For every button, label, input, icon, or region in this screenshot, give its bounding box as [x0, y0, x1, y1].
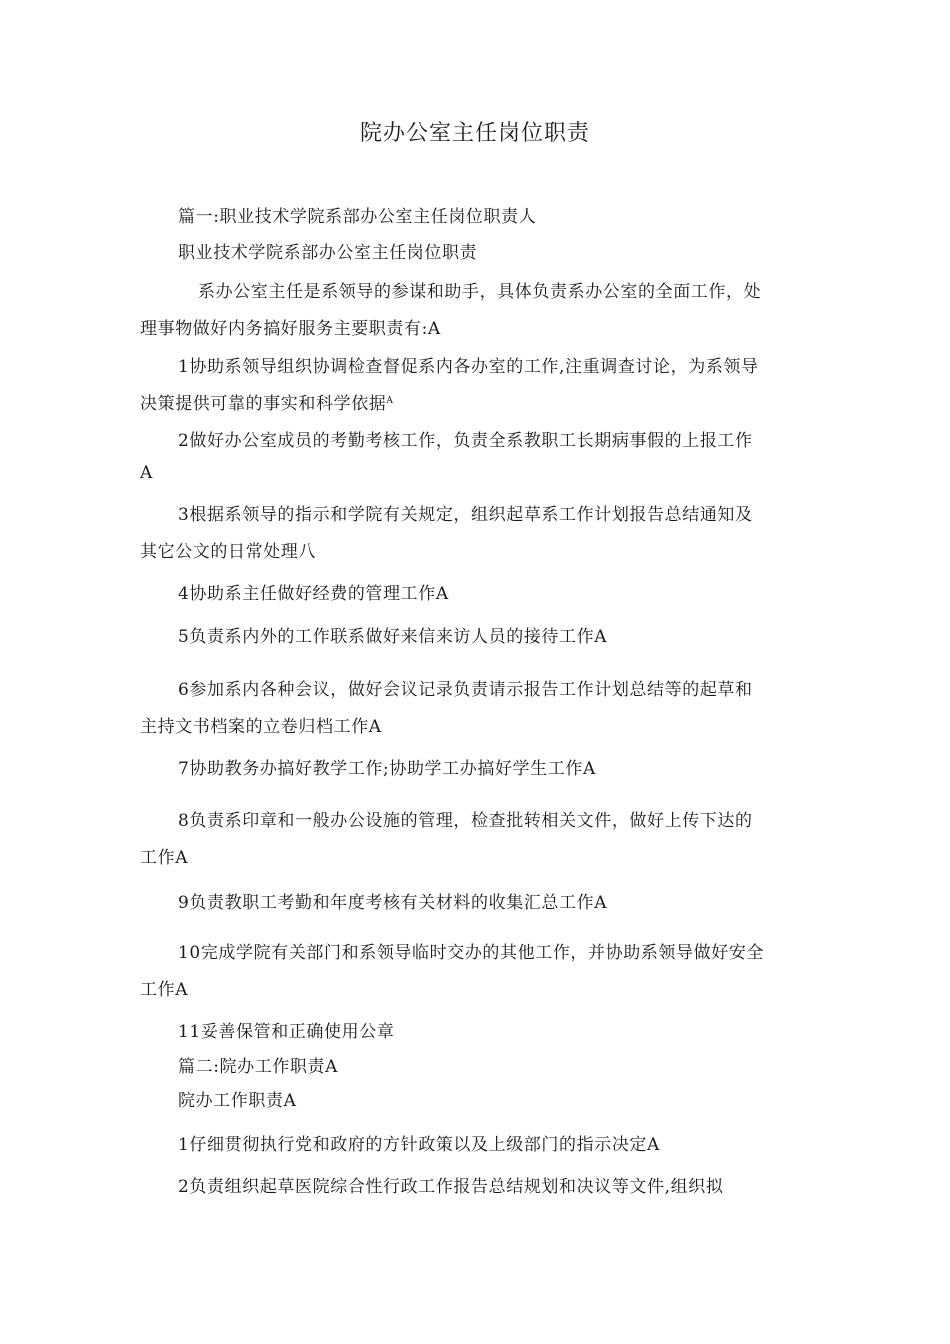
duty-item-2: 2负责组织起草医院综合性行政工作报告总结规划和决议等文件,组织拟: [178, 1177, 724, 1197]
list-item-5: 5负责系内外的工作联系做好来信来访人员的接待工作A: [178, 627, 608, 647]
document-title: 院办公室主任岗位职责: [359, 121, 590, 146]
subheading-2: 院办工作职责A: [178, 1091, 297, 1111]
list-item-1-text: 决策提供可靠的事实和科学依据: [140, 394, 387, 414]
list-item-9: 9负责教职工考勤和年度考核有关材料的收集汇总工作A: [178, 893, 608, 913]
list-item-10: 10完成学院有关部门和系领导临时交办的其他工作，并协助系领导做好安全: [178, 943, 765, 963]
list-item-11: 11妥善保管和正确使用公章: [178, 1022, 395, 1042]
list-item-6-cont: 主持文书档案的立卷归档工作A: [140, 717, 382, 737]
list-item-3-cont: 其它公文的日常处理八: [140, 542, 316, 562]
list-item-2: 2做好办公室成员的考勤考核工作，负责全系教职工长期病事假的上报工作: [178, 431, 753, 451]
superscript-mark: A: [386, 396, 394, 406]
list-item-2-cont: A: [140, 463, 153, 483]
list-item-10-cont: 工作A: [140, 980, 189, 1000]
section-heading-1: 篇一:职业技术学院系部办公室主任岗位职责人: [178, 207, 537, 227]
paragraph-line: 理事物做好内务搞好服务主要职责有:A: [140, 319, 441, 339]
duty-item-1: 1仔细贯彻执行党和政府的方针政策以及上级部门的指示决定A: [178, 1135, 660, 1155]
paragraph-line: 系办公室主任是系领导的参谋和助手，具体负责系办公室的全面工作，处: [198, 282, 762, 302]
list-item-1-cont: [140, 389, 820, 414]
section-heading-2: 篇二:院办工作职责A: [178, 1057, 339, 1077]
list-item-4: 4协助系主任做好经费的管理工作A: [178, 584, 449, 604]
list-item-7: 7协助教务办搞好教学工作;协助学工办搞好学生工作A: [178, 759, 596, 779]
list-item-8: 8负责系印章和一般办公设施的管理，检查批转相关文件，做好上传下达的: [178, 811, 753, 831]
list-item-6: 6参加系内各种会议，做好会议记录负责请示报告工作计划总结等的起草和: [178, 680, 753, 700]
list-item-3: 3根据系领导的指示和学院有关规定，组织起草系工作计划报告总结通知及: [178, 505, 753, 525]
list-item-8-cont: 工作A: [140, 848, 189, 868]
list-item-1: 1协助系领导组织协调检查督促系内各办室的工作,注重调查讨论，为系领导: [178, 357, 759, 377]
subheading-1: 职业技术学院系部办公室主任岗位职责: [178, 243, 478, 263]
